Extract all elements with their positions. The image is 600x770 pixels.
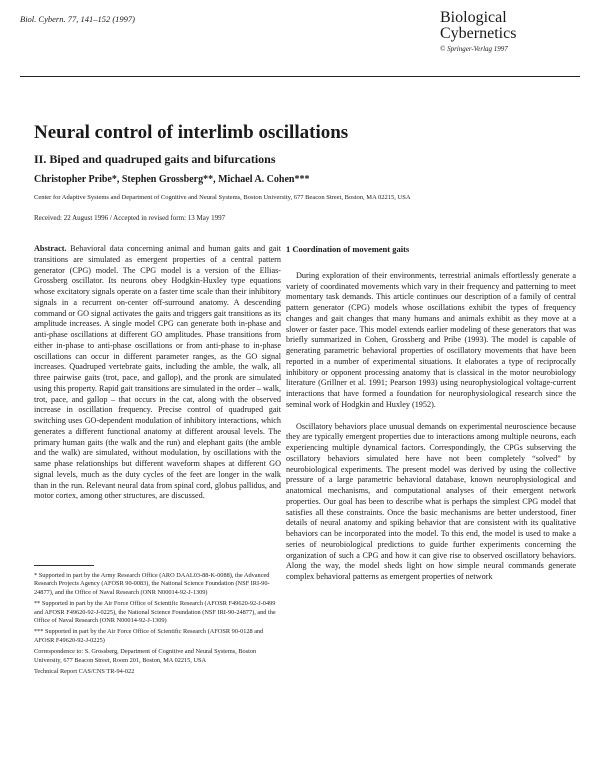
abstract-paragraph: [34, 244, 281, 502]
article-title: Neural control of interlimb oscillations: [34, 122, 349, 143]
header-rule: [20, 76, 580, 77]
journal-name-line1: Biological: [440, 9, 507, 26]
abstract-block: [34, 244, 281, 502]
journal-citation: Biol. Cybern. 77, 141–152 (1997): [20, 14, 135, 24]
section-1: [286, 244, 576, 583]
body-paragraph: Oscillatory behaviors place unusual demands on experimental neuroscience because they are typically emergent properties due to interactions among multiple neurons, each experiencing multiple dynamical factors. Correspondingly, the CPGs subserving the oscillatory behaviors simulated here have not been completely “solved” by neurobiological experiments. The present model was derived by using the collective pressure of a large parametric behavioral database, known neurophysiological and anatomical mechanisms, and computational analyses of their emergent network properties. Our goal has been to describe what is perhaps the simplest CPG model that satisfies all these constraints. Once the basic mechanisms are better understood, finer details of neural anatomy and spiking behavior that are consistent with its qualitative behaviors can be incorporated into the model. To this end, the model is used to make a series of neurobiological predictions to guide further experiments concerning the organization of such a CPG and how it can give rise to observed oscillatory behaviors. Along the way, the model sheds light on how simple neural commands generate complex behavioral patterns as emergent properties of network: [286, 421, 576, 581]
footnote: * Supported in part by the Army Research Office (ARO DAAL03-88-K-0088), the Advanced Research Projects Agency (AFOSR 90-0083), the National Science Foundation (NSF IRI-90-24877), and the Office of Naval Research (ONR N00014-92-J-1309): [34, 572, 270, 596]
abstract-text: Behavioral data concerning animal and human gaits and gait transitions are simulated as emergent properties of a central pattern generator (CPG) model. The CPG model is a version of the Ellias-Grossberg oscillator. Its neurons obey Hodgkin-Huxley type equations whose excitatory signals operate on a faster time scale than their inhibitory signals in a recurrent on-center off-surround anatomy. A descending command or GO signal activates the gaits and triggers gait transitions as its amplitude increases. A single model CPG can generate both in-phase and anti-phase oscillations at different GO amplitudes. Phase transitions from either in-phase to anti-phase oscillations or from anti-phase to in-phase oscillations can occur in different parameter ranges, as the GO signal increases. Quadruped vertebrate gaits, including the amble, the walk, all three pairwise gaits (trot, pace, and gallop), and the pronk are simulated using this property. Rapid gait transitions are simulated in the order – walk, trot, pace, and gallop – that occurs in the cat, along with the observed increase in oscillation frequency. Precise control of quadruped gait switching uses GO-dependent modulation of inhibitory interactions, which generates a different functional anatomy at different arousal levels. The primary human gaits (the walk and the run) and elephant gaits (the amble and the walk) are simulated, without modulation, by oscillations with the same phase relationships but different waveform shapes at different GO signal levels, much as the duty cycles of the feet are longer in the walk than in the run. Relevant neural data from spinal cord, globus pallidus, and motor cortex, among other structures, are discussed.: [34, 244, 281, 501]
footnote-rule: [34, 565, 94, 566]
affiliation: Center for Adaptive Systems and Department of Cognitive and Neural Systems, Boston University, 677 Beacon Street, Boston, MA 02215, USA: [34, 194, 411, 201]
article-subtitle: II. Biped and quadruped gaits and bifurcations: [34, 152, 276, 166]
abstract-label: Abstract.: [34, 244, 67, 253]
author-list: Christopher Pribe*, Stephen Grossberg**, Michael A. Cohen***: [34, 174, 310, 185]
footnotes: [34, 572, 281, 679]
footnote: ** Supported in part by the Air Force Office of Scientific Research (AFOSR F49620-92-J-0499 and AFOSR F49620-92-J-0225), the National Science Foundation (NSF IRI-90-24877), and the Office of Naval Research (ONR N00014-92-J-1309): [34, 600, 276, 625]
journal-name-line2: Cybernetics: [440, 25, 517, 42]
technical-report: Technical Report CAS/CNS TR-94-022: [34, 668, 135, 676]
body-paragraph: During exploration of their environments, terrestrial animals effortlessly generate a variety of coordinated movements which vary in their frequency and patterning to meet momentary task demands. This article continues our description of a family of central pattern generator (CPG) models whose oscillations exhibit the types of frequency changes and gait changes that many humans and animals exhibit as they move at a slower or faster pace. This model extends earlier modeling of these generators that was briefly summarized in Cohen, Grossberg and Pribe (1993). The model is capable of generating parametric behavioral properties of oscillatory movements that have been reported in a number of experimental situations. It elaborates a type of reciprocally inhibitory or opponent processing anatomy that is classical in the motor neurobiology literature (Grillner et al. 1991; Pearson 1993) using neurophysiological voltage-current interactions that have formed a foundation for neurophysiological research since the seminal work of Hodgkin and Huxley (1952).: [286, 270, 576, 409]
received-date: Received: 22 August 1996 / Accepted in revised form: 13 May 1997: [34, 214, 226, 222]
section-heading: 1 Coordination of movement gaits: [286, 244, 410, 254]
footnote: *** Supported in part by the Air Force Office of Scientific Research (AFOSR 90-0128 and AFOSR F49620-92-J-0225): [34, 628, 264, 644]
journal-masthead: [440, 10, 590, 53]
correspondence: Correspondence to: S. Grossberg, Department of Cognitive and Neural Systems, Boston University, 677 Beacon Street, Room 201, Boston, MA 02215, USA: [34, 648, 257, 664]
publisher-line: © Springer-Verlag 1997: [440, 45, 508, 53]
